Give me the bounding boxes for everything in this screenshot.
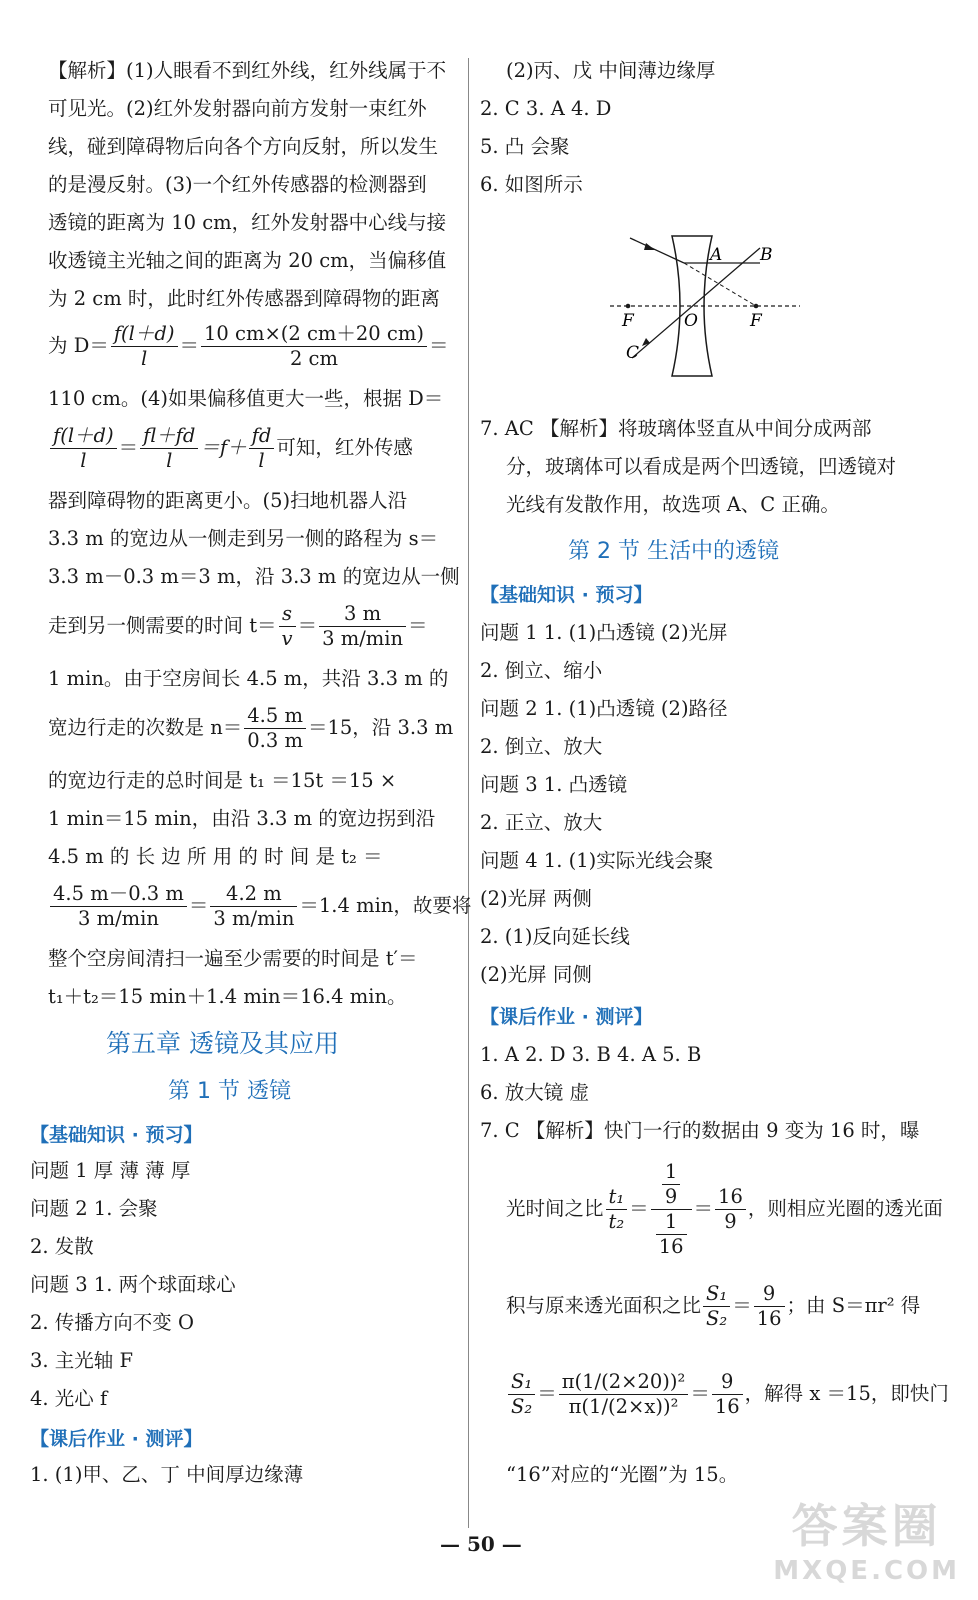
- text-line: t₁＋t₂＝15 min＋1.4 min＝16.4 min。: [48, 985, 407, 1008]
- text-line: 110 cm。(4)如果偏移值更大一些，根据 D＝: [48, 387, 444, 410]
- formula-offset: [48, 424, 413, 473]
- formula-text: ；由 S＝πr² 得: [786, 1294, 921, 1317]
- fraction: [244, 704, 306, 753]
- text-line: 【解析】(1)人眼看不到红外线，红外线属于不: [48, 59, 447, 82]
- denominator: v: [281, 627, 293, 650]
- numerator: 9: [754, 1282, 785, 1307]
- numerator: fl＋fd: [140, 424, 198, 449]
- column-divider: [468, 58, 469, 1528]
- answer-line: 问题 1 1. (1)凸透镜 (2)光屏: [480, 621, 728, 644]
- formula-text: 为 D＝: [48, 334, 109, 357]
- arrow-icon: [642, 338, 650, 346]
- formula-text: ＝: [118, 436, 139, 459]
- denominator: π(1/(2×x))²: [568, 1395, 679, 1418]
- formula-text: 走到另一侧需要的时间 t＝: [48, 614, 277, 637]
- formula-time: [48, 602, 428, 651]
- text-line: 的是漫反射。(3)一个红外传感器的检测器到: [48, 173, 427, 196]
- numerator: [651, 1160, 692, 1210]
- incident-ray: [630, 238, 684, 263]
- denominator: S₂: [706, 1307, 728, 1330]
- denominator: [651, 1210, 692, 1259]
- answer-line: 2. (1)反向延长线: [480, 925, 630, 948]
- answer-line: 分，玻璃体可以看成是两个凹透镜，凹透镜对: [506, 455, 897, 478]
- formula-area-ratio: [506, 1282, 920, 1331]
- answer-line: 2. 倒立、放大: [480, 735, 603, 758]
- label-o: O: [684, 311, 698, 331]
- answer-line: 问题 2 1. (1)凸透镜 (2)路径: [480, 697, 728, 720]
- fraction: [50, 424, 117, 473]
- numerator: 10 cm×(2 cm＋20 cm): [201, 322, 427, 347]
- answer-line: 2. 倒立、缩小: [480, 659, 603, 682]
- label-f-right: F: [750, 311, 762, 331]
- answer-line: 6. 如图所示: [480, 173, 583, 196]
- fraction: [319, 602, 406, 651]
- fraction: [210, 882, 297, 931]
- formula-text: ＝: [428, 334, 449, 357]
- numerator: 4.5 m－0.3 m: [50, 882, 187, 907]
- formula-text: ，解得 x ＝15，即快门: [744, 1382, 949, 1405]
- formula-text: ＝: [297, 614, 318, 637]
- denominator: 0.3 m: [247, 729, 303, 752]
- formula-text: ＝: [537, 1382, 557, 1405]
- denominator: 3 m/min: [322, 627, 404, 650]
- numerator: S₁: [703, 1282, 730, 1307]
- fraction: [249, 424, 275, 473]
- formula-text: ＝: [693, 1197, 714, 1220]
- numerator: 1: [662, 1160, 680, 1185]
- fraction: [50, 882, 187, 931]
- text-line: 为 2 cm 时，此时红外传感器到障碍物的距离: [48, 287, 440, 310]
- numerator: s: [279, 602, 296, 627]
- answer-line: (2)光屏 两侧: [480, 887, 592, 910]
- concave-lens-diagram: [610, 228, 810, 388]
- section-header: 【基础知识 · 预习】: [480, 584, 653, 606]
- text-line: 3.3 m 的宽边从一侧走到另一侧的路程为 s＝: [48, 527, 439, 550]
- formula-text: 光时间之比: [506, 1197, 604, 1220]
- formula-text: 宽边行走的次数是 n＝: [48, 716, 243, 739]
- fraction: [508, 1370, 535, 1419]
- answer-line: 2. C 3. A 4. D: [480, 97, 612, 120]
- denominator: 9: [664, 1185, 678, 1208]
- label-a: A: [710, 245, 723, 265]
- numerator: f(l＋d): [50, 424, 117, 449]
- text-line: 3.3 m－0.3 m＝3 m，沿 3.3 m 的宽边从一侧: [48, 565, 460, 588]
- denominator: 3 m/min: [77, 907, 159, 930]
- numerator: 16: [715, 1185, 746, 1210]
- answer-line: 光线有发散作用，故选项 A、C 正确。: [506, 493, 840, 516]
- watermark-logo: [773, 1490, 960, 1586]
- compound-fraction: [651, 1160, 692, 1259]
- text-line: 4.5 m 的 长 边 所 用 的 时 间 是 t₂ ＝: [48, 845, 383, 868]
- numerator: 4.2 m: [210, 882, 297, 907]
- page-number: — 50 —: [440, 1532, 522, 1556]
- answer-line: 问题 1 厚 薄 薄 厚: [30, 1159, 191, 1182]
- watermark-text: 答案圈: [791, 1499, 942, 1553]
- numerator: 9: [712, 1370, 743, 1395]
- answer-line: 问题 4 1. (1)实际光线会聚: [480, 849, 714, 872]
- formula-text: ＝: [408, 614, 428, 637]
- formula-text: ＝: [629, 1197, 649, 1220]
- fraction: [662, 1160, 680, 1209]
- text-line: 1 min。由于空房间长 4.5 m，共沿 3.3 m 的: [48, 667, 449, 690]
- denominator: S₂: [511, 1395, 533, 1418]
- answer-line: 4. 光心 f: [30, 1387, 108, 1410]
- section-title: 第 1 节 透镜: [168, 1079, 291, 1104]
- answer-line: 问题 2 1. 会聚: [30, 1197, 158, 1220]
- denominator: l: [166, 449, 173, 472]
- text-line: 可见光。(2)红外发射器向前方发射一束红外: [48, 97, 427, 120]
- denominator: 2 cm: [289, 347, 338, 370]
- formula-text: ，则相应光圈的透光面: [747, 1197, 943, 1220]
- text-line: 的宽边行走的总时间是 t₁ ＝15t ＝15 ×: [48, 769, 397, 792]
- denominator: l: [80, 449, 87, 472]
- answer-line: “16”对应的“光圈”为 15。: [506, 1463, 739, 1486]
- numerator: 1: [656, 1210, 687, 1235]
- arrow-icon: [644, 243, 655, 250]
- fraction: [754, 1282, 785, 1331]
- answer-line: 3. 主光轴 F: [30, 1349, 134, 1372]
- label-c: C: [626, 343, 640, 363]
- denominator: 16: [756, 1307, 782, 1330]
- text-line: 整个空房间清扫一遍至少需要的时间是 t′＝: [48, 947, 418, 970]
- text-line: 1 min＝15 min，由沿 3.3 m 的宽边拐到沿: [48, 807, 436, 830]
- answer-line: 6. 放大镜 虚: [480, 1081, 590, 1104]
- fraction: [703, 1282, 730, 1331]
- label-b: B: [760, 245, 773, 265]
- section-title: 第 2 节 生活中的透镜: [568, 539, 779, 564]
- label-f-left: F: [622, 311, 634, 331]
- numerator: f(l＋d): [111, 322, 178, 347]
- formula-text: ＝: [690, 1382, 710, 1405]
- text-line: 收透镜主光轴之间的距离为 20 cm，当偏移值: [48, 249, 447, 272]
- numerator: fd: [249, 424, 275, 449]
- formula-time-ratio: [506, 1160, 943, 1259]
- denominator: 9: [724, 1210, 737, 1233]
- numerator: S₁: [508, 1370, 535, 1395]
- answer-line: 1. (1)甲、乙、丁 中间厚边缘薄: [30, 1463, 304, 1486]
- denominator: 16: [714, 1395, 740, 1418]
- formula-aperture: [506, 1370, 949, 1419]
- text-line: 线，碰到障碍物后向各个方向反射，所以发生: [48, 135, 439, 158]
- answer-line: 1. A 2. D 3. B 4. A 5. B: [480, 1043, 702, 1066]
- answer-line: 问题 3 1. 凸透镜: [480, 773, 628, 796]
- focal-point-left: [626, 304, 631, 309]
- denominator: 3 m/min: [213, 907, 295, 930]
- central-ray: [632, 248, 760, 358]
- answer-line: (2)丙、戊 中间薄边缘厚: [506, 59, 716, 82]
- answer-line: 问题 3 1. 两个球面球心: [30, 1273, 236, 1296]
- denominator: l: [258, 449, 265, 472]
- fraction: [111, 322, 178, 371]
- formula-text: ＝: [179, 334, 200, 357]
- formula-text: ＝: [188, 894, 209, 917]
- formula-text: 可知，红外传感: [276, 436, 413, 459]
- section-header: 【课后作业 · 测评】: [30, 1428, 203, 1450]
- formula-count: [48, 704, 453, 753]
- section-header: 【基础知识 · 预习】: [30, 1124, 203, 1146]
- ray-extension: [684, 263, 756, 306]
- answer-line: 7. C 【解析】快门一行的数据由 9 变为 16 时，曝: [480, 1119, 920, 1142]
- formula-text: ＝1.4 min，故要将: [299, 894, 472, 917]
- answer-line: 7. AC 【解析】将玻璃体竖直从中间分成两部: [480, 417, 872, 440]
- section-header: 【课后作业 · 测评】: [480, 1006, 653, 1028]
- numerator: π(1/(2×20))²: [559, 1370, 689, 1395]
- answer-line: (2)光屏 同侧: [480, 963, 592, 986]
- numerator: 4.5 m: [244, 704, 306, 729]
- formula-text: ＝: [732, 1294, 752, 1317]
- answer-line: 5. 凸 会聚: [480, 135, 570, 158]
- formula-text: ＝15，沿 3.3 m: [307, 716, 454, 739]
- formula-distance: [48, 322, 448, 371]
- fraction: [201, 322, 427, 371]
- denominator: t₂: [608, 1210, 625, 1233]
- focal-point-right: [754, 304, 759, 309]
- fraction: [656, 1210, 687, 1259]
- fraction: [715, 1185, 746, 1234]
- formula-text: ＝f＋: [200, 436, 247, 459]
- chapter-title: 第五章 透镜及其应用: [106, 1029, 339, 1058]
- numerator: 3 m: [319, 602, 406, 627]
- fraction: [606, 1185, 628, 1234]
- text-line: 器到障碍物的距离更小。(5)扫地机器人沿: [48, 489, 408, 512]
- answer-line: 2. 正立、放大: [480, 811, 603, 834]
- fraction: [140, 424, 198, 473]
- answer-line: 2. 发散: [30, 1235, 94, 1258]
- answer-line: 2. 传播方向不变 O: [30, 1311, 194, 1334]
- formula-turn-time: [48, 882, 471, 931]
- formula-text: 积与原来透光面积之比: [506, 1294, 702, 1317]
- denominator: 16: [658, 1235, 684, 1258]
- numerator: t₁: [606, 1185, 628, 1210]
- fraction: [279, 602, 296, 651]
- watermark-url: MXQE.COM: [773, 1556, 960, 1586]
- fraction: [712, 1370, 743, 1419]
- fraction: [559, 1370, 689, 1419]
- denominator: l: [141, 347, 148, 370]
- text-line: 透镜的距离为 10 cm，红外发射器中心线与接: [48, 211, 447, 234]
